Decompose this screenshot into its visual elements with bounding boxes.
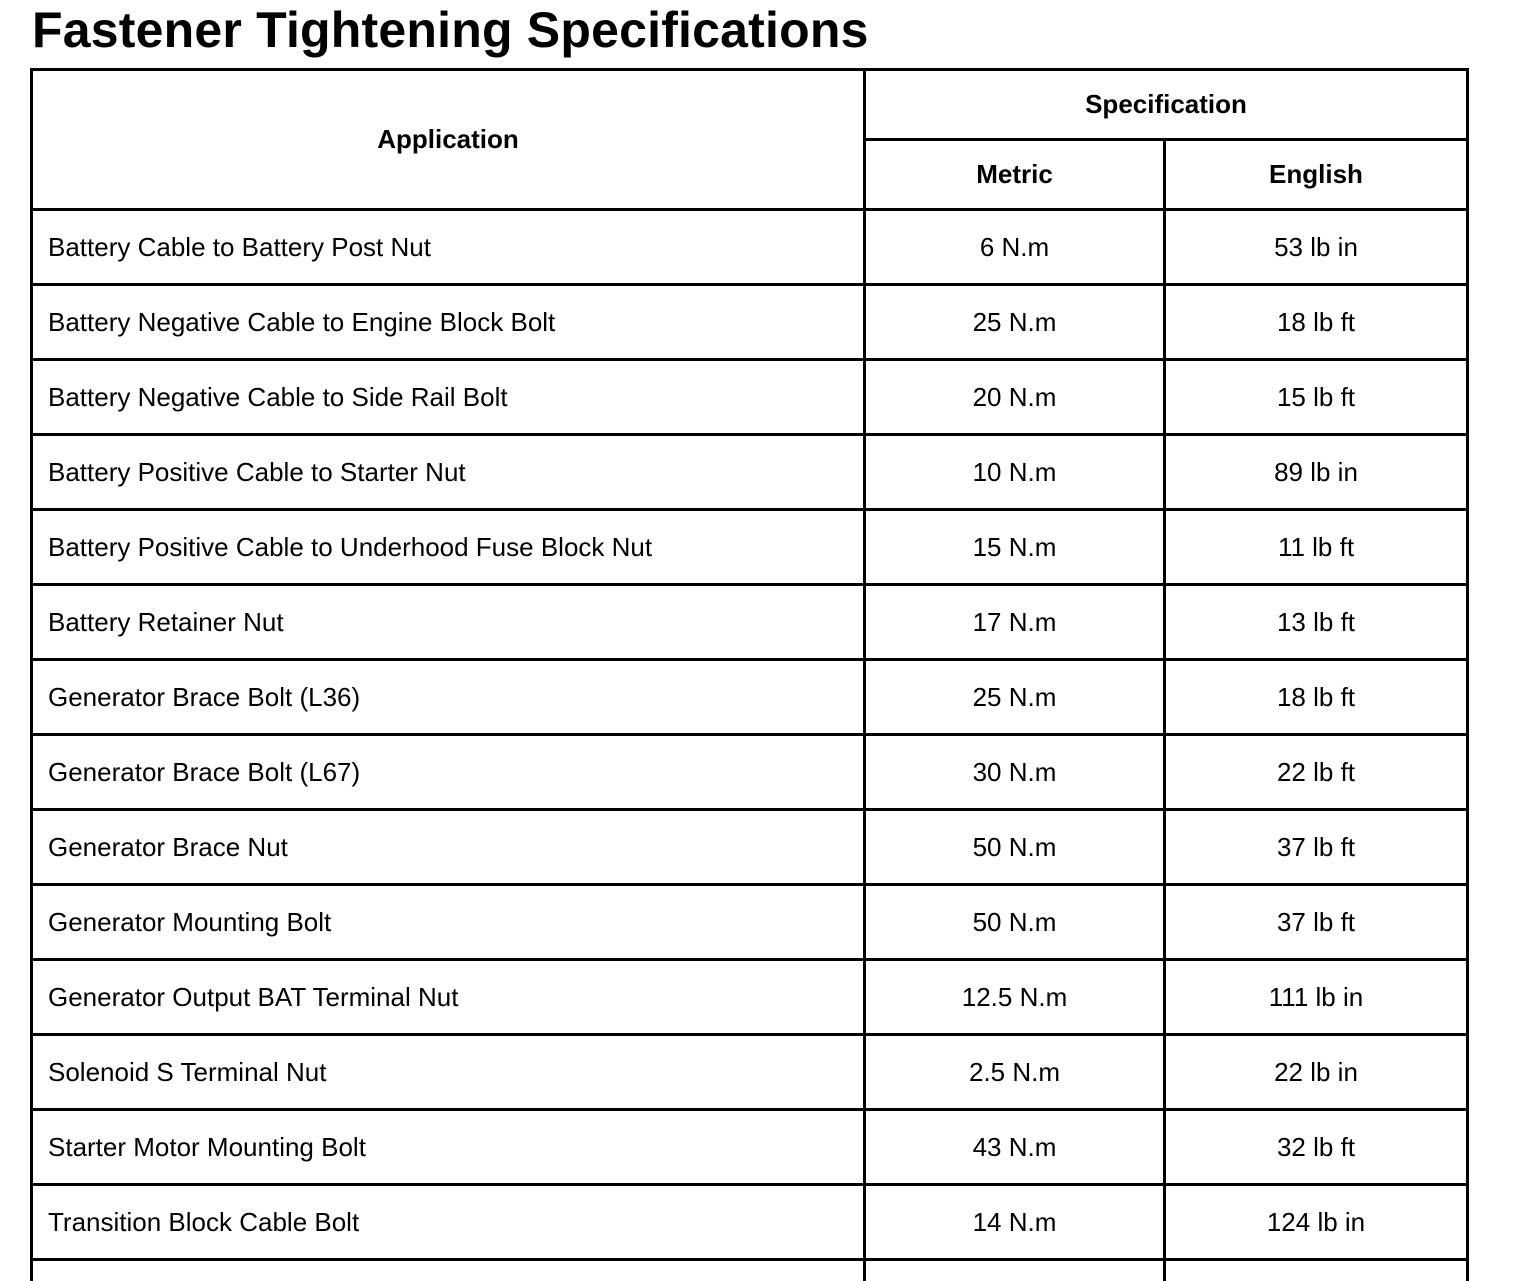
cell-metric: 6 N.m (865, 210, 1165, 285)
cell-metric: 15 N.m (865, 510, 1165, 585)
cell-application: Starter Motor Mounting Bolt (32, 1110, 865, 1185)
cell-application: Generator Brace Bolt (L36) (32, 660, 865, 735)
cell-english: 15 lb ft (1165, 360, 1468, 435)
cell-application: Transition Block Cable Bolt (32, 1185, 865, 1260)
cell-metric: 14 N.m (865, 1185, 1165, 1260)
cell-application: Generator Output BAT Terminal Nut (32, 960, 865, 1035)
table-row-cutoff (32, 1260, 1468, 1281)
cell-application: Battery Retainer Nut (32, 585, 865, 660)
cell-metric: 43 N.m (865, 1110, 1165, 1185)
table-row (32, 735, 1468, 810)
header-metric: Metric (865, 140, 1165, 210)
table-row (32, 960, 1468, 1035)
cell-english: 37 lb ft (1165, 885, 1468, 960)
cell-metric: 50 N.m (865, 810, 1165, 885)
table-row (32, 210, 1468, 285)
cell-english: 124 lb in (1165, 1185, 1468, 1260)
cell-metric: 10 N.m (865, 435, 1165, 510)
table-row (32, 1110, 1468, 1185)
table-body (32, 210, 1468, 1281)
cell-english: 18 lb ft (1165, 285, 1468, 360)
header-row-top (32, 70, 1468, 140)
table-row (32, 435, 1468, 510)
cell-metric: 12.5 N.m (865, 960, 1165, 1035)
cell-application: Generator Brace Bolt (L67) (32, 735, 865, 810)
cell-english: 53 lb in (1165, 210, 1468, 285)
cell-application: Solenoid S Terminal Nut (32, 1035, 865, 1110)
cell-application: Battery Negative Cable to Engine Block Bolt (32, 285, 865, 360)
cell-english: 18 lb ft (1165, 660, 1468, 735)
cell-application: Battery Negative Cable to Side Rail Bolt (32, 360, 865, 435)
cell-metric: 25 N.m (865, 285, 1165, 360)
cell-english: 22 lb ft (1165, 735, 1468, 810)
table-row (32, 285, 1468, 360)
cell-english: 89 lb in (1165, 435, 1468, 510)
table-row (32, 510, 1468, 585)
header-english: English (1165, 140, 1468, 210)
cell-english: 11 lb ft (1165, 510, 1468, 585)
spec-table (30, 68, 1469, 1281)
cell-application: Generator Brace Nut (32, 810, 865, 885)
cell-english: 22 lb in (1165, 1035, 1468, 1110)
cell-english: 111 lb in (1165, 960, 1468, 1035)
cell-metric: 25 N.m (865, 660, 1165, 735)
cell-empty (865, 1260, 1165, 1281)
cell-metric: 17 N.m (865, 585, 1165, 660)
cell-application: Battery Cable to Battery Post Nut (32, 210, 865, 285)
table-row (32, 660, 1468, 735)
header-application: Application (32, 70, 865, 210)
table-row (32, 885, 1468, 960)
page-title: Fastener Tightening Specifications (32, 2, 869, 58)
cell-empty (1165, 1260, 1468, 1281)
header-specification: Specification (865, 70, 1468, 140)
cell-empty (32, 1260, 865, 1281)
cell-metric: 50 N.m (865, 885, 1165, 960)
cell-application: Generator Mounting Bolt (32, 885, 865, 960)
table-row (32, 1185, 1468, 1260)
cell-application: Battery Positive Cable to Underhood Fuse Block Nut (32, 510, 865, 585)
cell-metric: 2.5 N.m (865, 1035, 1165, 1110)
cell-metric: 30 N.m (865, 735, 1165, 810)
cell-english: 37 lb ft (1165, 810, 1468, 885)
cell-english: 13 lb ft (1165, 585, 1468, 660)
table-row (32, 585, 1468, 660)
cell-application: Battery Positive Cable to Starter Nut (32, 435, 865, 510)
table-row (32, 1035, 1468, 1110)
cell-english: 32 lb ft (1165, 1110, 1468, 1185)
table-row (32, 810, 1468, 885)
table-row (32, 360, 1468, 435)
cell-metric: 20 N.m (865, 360, 1165, 435)
